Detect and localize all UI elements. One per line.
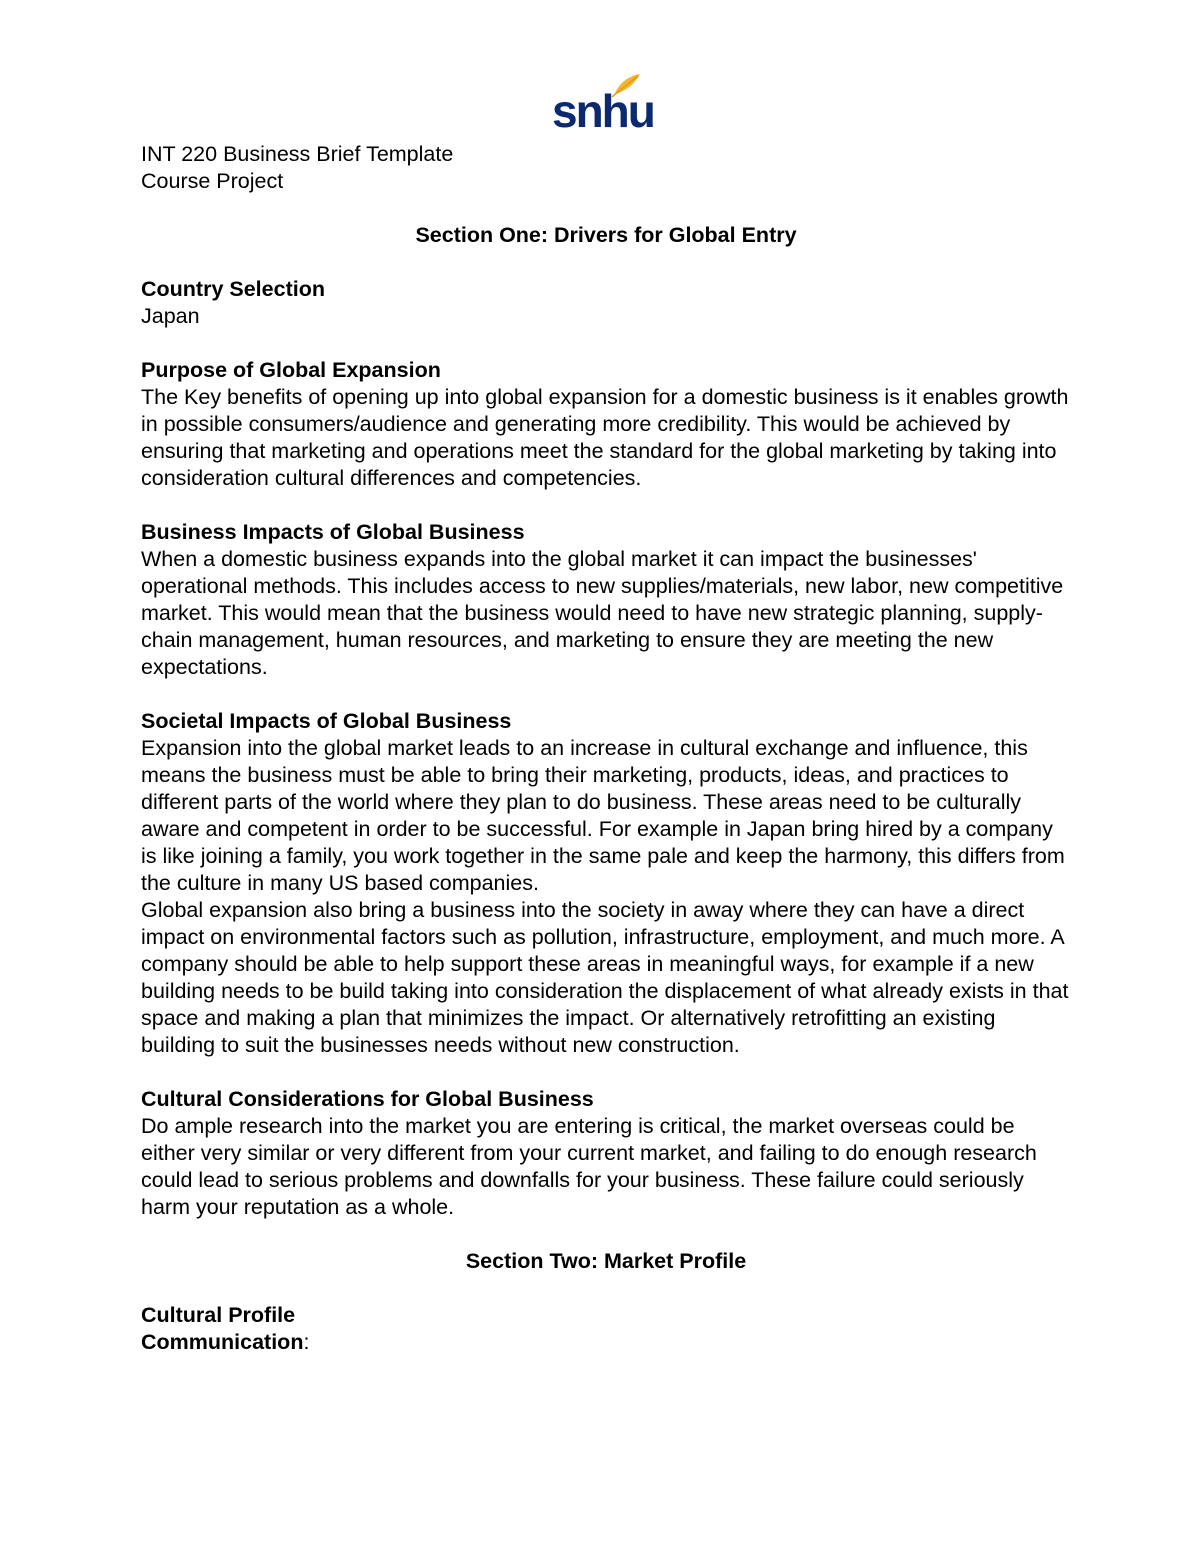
communication-line: [141, 1329, 1071, 1356]
business-impacts-text: When a domestic business expands into the global market it can impact the businesses' operational methods. This includes access to new supplies/materials, new labor, new competitive market. This would mean that the business would need to have new strategic planning, supply-chain management, human resources, and marketing to ensure they are meeting the new expectations.: [141, 547, 1064, 679]
country-selection-value: Japan: [141, 304, 200, 328]
cultural-profile-heading: Cultural Profile: [141, 1303, 296, 1327]
course-title: INT 220 Business Brief Template: [141, 142, 454, 166]
cultural-considerations-text: Do ample research into the market you are entering is critical, the market overseas could be either very similar or very different from your current market, and failing to do enough research could lead to serious problems and downfalls for your business. These failure could seriously harm your reputation as a whole.: [141, 1114, 1037, 1219]
cultural-considerations-heading: Cultural Considerations for Global Business: [141, 1087, 594, 1111]
societal-impacts-text-2: Global expansion also bring a business into the society in away where they can have a direct impact on environmental factors such as pollution, infrastructure, employment, and much more. A company should be able to help support these areas in meaningful ways, for example if a new building needs to be build taking into consideration the displacement of what already exists in that space and making a plan that minimizes the impact. Or alternatively retrofitting an existing building to suit the businesses needs without new construction.: [141, 898, 1069, 1057]
communication-colon: :: [303, 1330, 310, 1354]
logo-wordmark: snhu: [552, 85, 654, 137]
purpose-text: The Key benefits of opening up into global expansion for a domestic business is it enables growth in possible consumers/audience and generating more credibility. This would be achieved by ensuring that marketing and operations meet the standard for the global marketing by taking into consideration cultural differences and competencies.: [141, 385, 1069, 490]
communication-label: Communication: [141, 1330, 304, 1354]
document-body: [141, 141, 1071, 1356]
business-impacts-heading: Business Impacts of Global Business: [141, 520, 525, 544]
course-subtitle: Course Project: [141, 169, 284, 193]
snhu-logo: [552, 72, 654, 138]
country-selection-heading: Country Selection: [141, 277, 325, 301]
section-two-title: Section Two: Market Profile: [465, 1249, 747, 1273]
section-one-title: Section One: Drivers for Global Entry: [415, 223, 797, 247]
societal-impacts-heading: Societal Impacts of Global Business: [141, 709, 512, 733]
societal-impacts-text-1: Expansion into the global market leads to an increase in cultural exchange and influence, this means the business must be able to bring their marketing, products, ideas, and practices to different parts of the world where they plan to do business. These areas need to be culturally aware and competent in order to be successful. For example in Japan bring hired by a company is like joining a family, you work together in the same pale and keep the harmony, this differs from the culture in many US based companies.: [141, 736, 1065, 895]
purpose-heading: Purpose of Global Expansion: [141, 358, 441, 382]
